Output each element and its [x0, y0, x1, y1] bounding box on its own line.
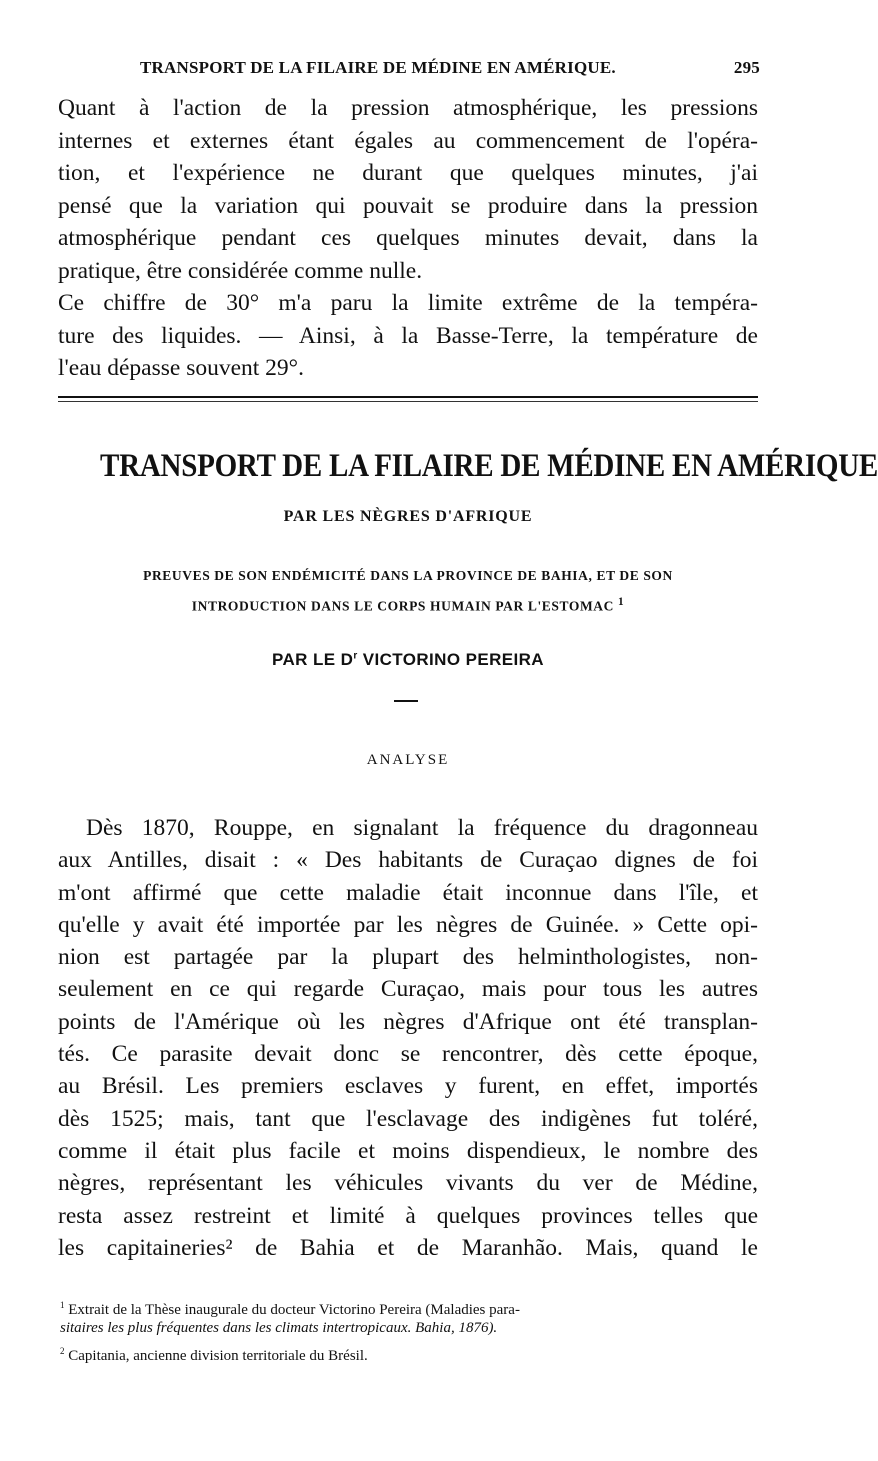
text-line: m'ont affirmé que cette maladie était inconnue dans l'île, et — [58, 879, 758, 906]
text-line: internes et externes étant égales au commencement de l'opéra- — [58, 127, 758, 154]
text-line: points de l'Amérique où les nègres d'Afrique ont été transplan- — [58, 1008, 758, 1035]
intro-paragraph-2 — [58, 287, 758, 385]
proof-line-2 — [58, 596, 758, 615]
footnote-1-cont — [60, 1317, 760, 1339]
text-line: qu'elle y avait été importée par les nègres de Guinée. » Cette opi- — [58, 911, 758, 938]
text-line: tés. Ce parasite devait donc se rencontrer, dès cette époque, — [58, 1041, 758, 1068]
running-header — [58, 58, 760, 88]
page-number: 295 — [733, 58, 760, 77]
author-name: VICTORINO PEREIRA — [362, 650, 544, 669]
text-line: tion, et l'expérience ne durant que quelques minutes, j'ai — [58, 160, 758, 186]
footnote-2 — [60, 1340, 760, 1367]
proof-line-1: PREUVES DE SON ENDÉMICITÉ DANS LA PROVINCE DE BAHIA, ET DE SON — [143, 568, 673, 583]
text-line: nion est partagée par la plupart des helminthologistes, non- — [58, 944, 758, 971]
text-line: Ce chiffre de 30° m'a paru la limite extrême de la tempéra- — [58, 290, 758, 316]
article-subtitle: PAR LES NÈGRES D'AFRIQUE — [283, 508, 533, 525]
running-title: TRANSPORT DE LA FILAIRE DE MÉDINE EN AMÉRIQUE. — [140, 58, 616, 77]
text-line: ture des liquides. — Ainsi, à la Basse-Terre, la température de — [58, 322, 758, 349]
section-heading: ANALYSE — [366, 752, 450, 768]
section-divider — [58, 396, 758, 398]
footnote-text: Extrait de la Thèse inaugurale du docteur Victorino Pereira (Maladies para- — [68, 1302, 520, 1318]
text-line: seulement en ce qui regarde Curaçao, mais pour tous les autres — [58, 976, 758, 1003]
text-line: aux Antilles, disait : « Des habitants de Curaçao dignes de foi — [58, 847, 758, 874]
text-line: atmosphérique pendant ces quelques minutes devait, dans la — [58, 225, 758, 251]
text-line: Quant à l'action de la pression atmosphérique, les pressions — [58, 95, 758, 121]
text-line: Dès 1870, Rouppe, en signalant la fréquence du dragonneau — [86, 815, 758, 841]
text-line: nègres, représentant les véhicules vivants du ver de Médine, — [58, 1170, 758, 1197]
text-line: comme il était plus facile et moins dispendieux, le nombre des — [58, 1137, 758, 1164]
text-line: au Brésil. Les premiers esclaves y furent, en effet, importés — [58, 1073, 758, 1100]
text-line: pratique, être considérée comme nulle. — [58, 257, 423, 284]
author-line — [58, 650, 758, 670]
text-line: pensé que la variation qui pouvait se produire dans la pression — [58, 192, 758, 219]
section-divider-thin — [58, 401, 758, 402]
footnote-mark: 1 — [60, 1300, 65, 1310]
text-line: l'eau dépasse souvent 29°. — [58, 355, 304, 381]
short-dash — [394, 700, 418, 702]
text-line: resta assez restreint et limité à quelques provinces telles que — [58, 1202, 758, 1229]
footnote-ref: 1 — [618, 596, 625, 608]
author-prefix: PAR LE D — [272, 650, 354, 669]
author-title-sup: r — [353, 650, 358, 662]
intro-paragraph-1 — [58, 92, 758, 287]
text-line: dès 1525; mais, tant que l'esclavage des indigènes fut toléré, — [58, 1105, 758, 1132]
footnote-text: Capitania, ancienne division territoriale du Brésil. — [68, 1348, 368, 1364]
text-line: les capitaineries² de Bahia et de Maranhão. Mais, quand le — [58, 1234, 758, 1261]
article-title: TRANSPORT DE LA FILAIRE DE MÉDINE EN AMÉRIQUE — [100, 448, 878, 484]
footnote-text: sitaires les plus fréquentes dans les climats intertropicaux. Bahia, 1876). — [60, 1320, 498, 1336]
main-paragraph — [58, 812, 758, 1264]
footnote-mark: 2 — [60, 1346, 65, 1356]
proof-line-2-text: INTRODUCTION DANS LE CORPS HUMAIN PAR L'ESTOMAC — [191, 598, 615, 614]
